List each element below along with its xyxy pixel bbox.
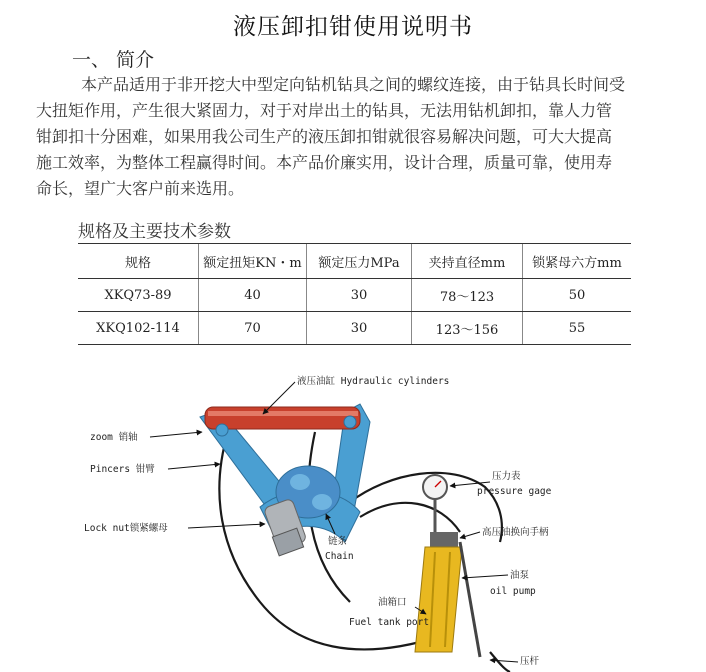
table-header-cell: 规格 [78, 244, 199, 279]
label-chain-en: Chain [325, 551, 354, 562]
label-zoom-pin: zoom 销轴 [90, 432, 138, 443]
table-header-cell: 额定压力MPa [307, 244, 412, 279]
table-header-cell: 夹持直径mm [412, 244, 523, 279]
table-cell: 70 [199, 312, 307, 345]
table-cell: 123～156 [412, 312, 523, 345]
table-cell: 30 [307, 279, 412, 312]
table-row [78, 312, 631, 345]
label-lever: 压杆 [520, 656, 540, 667]
table-cell: XKQ73-89 [78, 279, 199, 312]
table-cell: XKQ102-114 [78, 312, 199, 345]
spec-table-title: 规格及主要技术参数 [78, 222, 231, 242]
table-cell: 50 [523, 279, 632, 312]
label-chain-cn: 链条 [328, 536, 348, 547]
table-header-row [78, 244, 631, 279]
table-cell: 30 [307, 312, 412, 345]
section-heading-intro: 一、 简介 [72, 49, 155, 71]
label-lock-nut: Lock nut锁紧螺母 [84, 523, 168, 534]
label-fuel-tank-en: Fuel tank port [349, 617, 430, 628]
oil-pump [415, 532, 480, 657]
intro-line: 命长，望广大客户前来选用。 [36, 179, 245, 198]
pressure-gauge [423, 475, 447, 532]
intro-line: 施工效率，为整体工程赢得时间。本产品价廉实用，设计合理，质量可靠，使用寿 [36, 153, 613, 172]
label-pincers: Pincers 钳臂 [90, 464, 155, 475]
product-diagram [60, 352, 706, 672]
label-pressure-gauge-en: pressure gage [477, 486, 552, 497]
table-cell: 55 [523, 312, 632, 345]
document-title: 液压卸扣钳使用说明书 [233, 14, 473, 40]
table-header-cell: 额定扭矩KN・m [199, 244, 307, 279]
label-oil-pump-cn: 油泵 [510, 570, 530, 581]
label-oil-pump-en: oil pump [490, 586, 536, 597]
table-row [78, 279, 631, 312]
label-direction-handle: 高压油换向手柄 [482, 527, 549, 538]
label-hydraulic-cylinders: 液压油缸 Hydraulic cylinders [297, 376, 450, 387]
intro-line: 大扭矩作用，产生很大紧固力，对于对岸出土的钻具，无法用钻机卸扣，靠人力管 [36, 101, 613, 120]
table-cell: 40 [199, 279, 307, 312]
intro-paragraph [36, 72, 706, 202]
intro-line: 钳卸扣十分困难，如果用我公司生产的液压卸扣钳就很容易解决问题，可大大提高 [36, 127, 613, 146]
label-pressure-gauge-cn: 压力表 [492, 471, 521, 482]
spec-table [78, 243, 631, 345]
label-fuel-tank-cn: 油箱口 [378, 597, 407, 608]
hydraulic-cylinder [205, 407, 360, 436]
table-header-cell: 锁紧母六方mm [523, 244, 632, 279]
table-cell: 78～123 [412, 279, 523, 312]
intro-line: 本产品适用于非开挖大中型定向钻机钻具之间的螺纹连接，由于钻具长时间受 [81, 75, 626, 94]
